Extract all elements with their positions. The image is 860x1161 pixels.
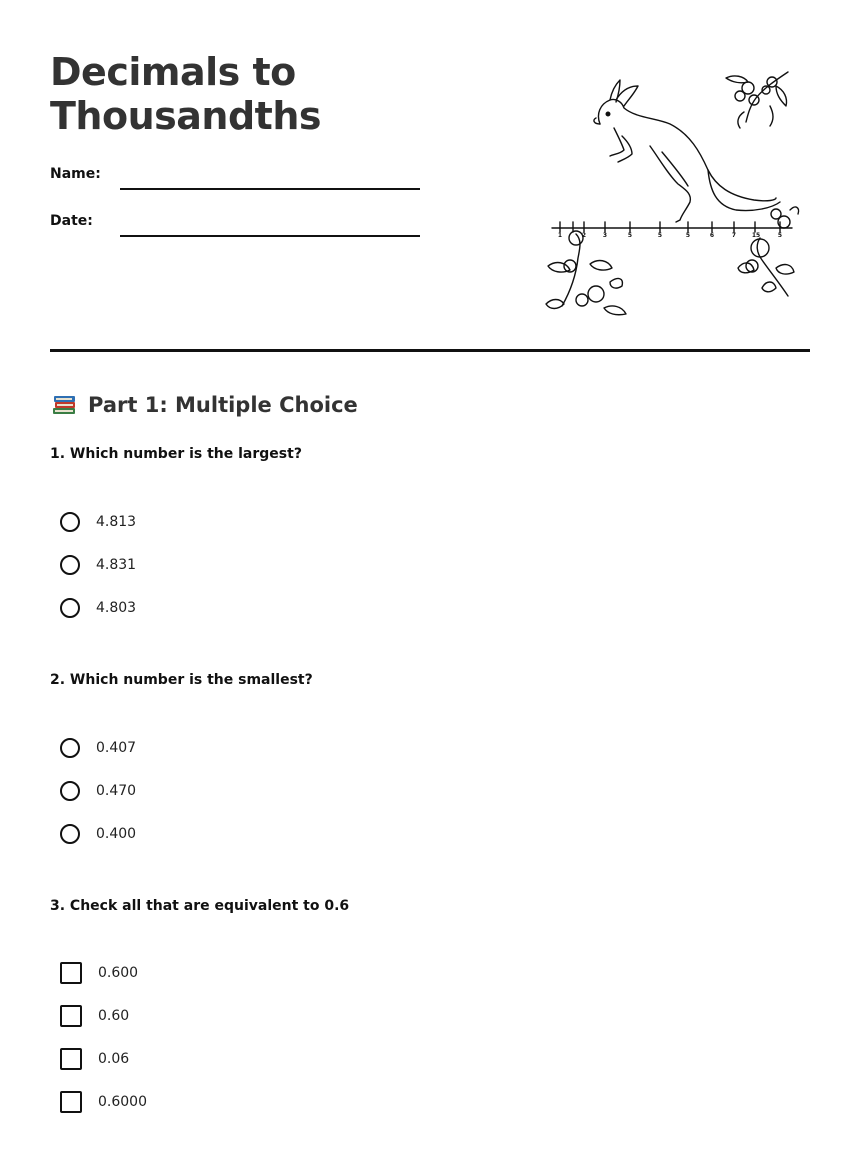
option-label: 0.470 — [96, 783, 137, 799]
ruler-tick-label: 3 — [602, 232, 608, 239]
name-label: Name: — [50, 166, 101, 182]
radio-button[interactable] — [60, 738, 80, 758]
date-label: Date: — [50, 213, 93, 229]
ruler-tick-label: 6 — [709, 232, 715, 239]
option-label: 0.06 — [98, 1051, 130, 1067]
part1-title: Part 1: Multiple Choice — [88, 393, 358, 417]
kangaroo-illustration — [540, 62, 802, 320]
flower-branch-bottom-right — [738, 207, 799, 296]
ruler-tick-label: 5 — [657, 232, 663, 239]
flower-branch-top — [726, 72, 788, 128]
option-label: 4.831 — [96, 557, 137, 573]
page-title — [50, 50, 321, 138]
option-label: 0.407 — [96, 740, 137, 756]
radio-button[interactable] — [60, 555, 80, 575]
question-3-option-3[interactable] — [60, 1046, 129, 1072]
radio-button[interactable] — [60, 512, 80, 532]
option-label: 0.6000 — [98, 1094, 147, 1110]
question-1-option-2[interactable] — [60, 552, 136, 578]
ruler-tick-label: 7 — [731, 232, 737, 239]
option-label: 4.813 — [96, 514, 137, 530]
option-label: 0.400 — [96, 826, 137, 842]
option-label: 0.60 — [98, 1008, 130, 1024]
name-field[interactable] — [50, 166, 422, 196]
question-1-option-3[interactable] — [60, 595, 136, 621]
option-label: 4.803 — [96, 600, 137, 616]
name-line[interactable] — [120, 188, 420, 190]
question-2-text: 2. Which number is the smallest? — [50, 672, 313, 688]
question-2-option-3[interactable] — [60, 821, 136, 847]
radio-button[interactable] — [60, 598, 80, 618]
option-label: 0.600 — [98, 965, 139, 981]
flower-branch-bottom-left — [546, 231, 626, 315]
ruler-tick-label: 15 — [751, 232, 761, 239]
books-icon — [50, 391, 78, 419]
question-1-text: 1. Which number is the largest? — [50, 446, 302, 462]
kangaroo-drawing — [594, 80, 780, 222]
checkbox[interactable] — [60, 1091, 82, 1113]
question-2-option-1[interactable] — [60, 735, 136, 761]
title-line-2: Thousandths — [50, 94, 321, 138]
ruler-tick-label: 1 — [557, 232, 563, 239]
ruler-tick-label: 5 — [777, 232, 783, 239]
number-line-drawing — [552, 222, 792, 232]
question-3-option-1[interactable] — [60, 960, 138, 986]
checkbox[interactable] — [60, 1005, 82, 1027]
ruler-tick-label: 5 — [685, 232, 691, 239]
part1-heading — [50, 388, 358, 422]
question-3-option-2[interactable] — [60, 1003, 129, 1029]
checkbox[interactable] — [60, 962, 82, 984]
title-line-1: Decimals to — [50, 50, 296, 94]
date-line[interactable] — [120, 235, 420, 237]
question-3-text: 3. Check all that are equivalent to 0.6 — [50, 898, 350, 914]
ruler-tick-label: 5 — [627, 232, 633, 239]
header-divider — [50, 349, 810, 352]
question-3-option-4[interactable] — [60, 1089, 147, 1115]
radio-button[interactable] — [60, 824, 80, 844]
question-2-option-2[interactable] — [60, 778, 136, 804]
radio-button[interactable] — [60, 781, 80, 801]
checkbox[interactable] — [60, 1048, 82, 1070]
ruler-tick-label: 2 — [581, 232, 587, 239]
date-field[interactable] — [50, 213, 422, 243]
question-1-option-1[interactable] — [60, 509, 136, 535]
